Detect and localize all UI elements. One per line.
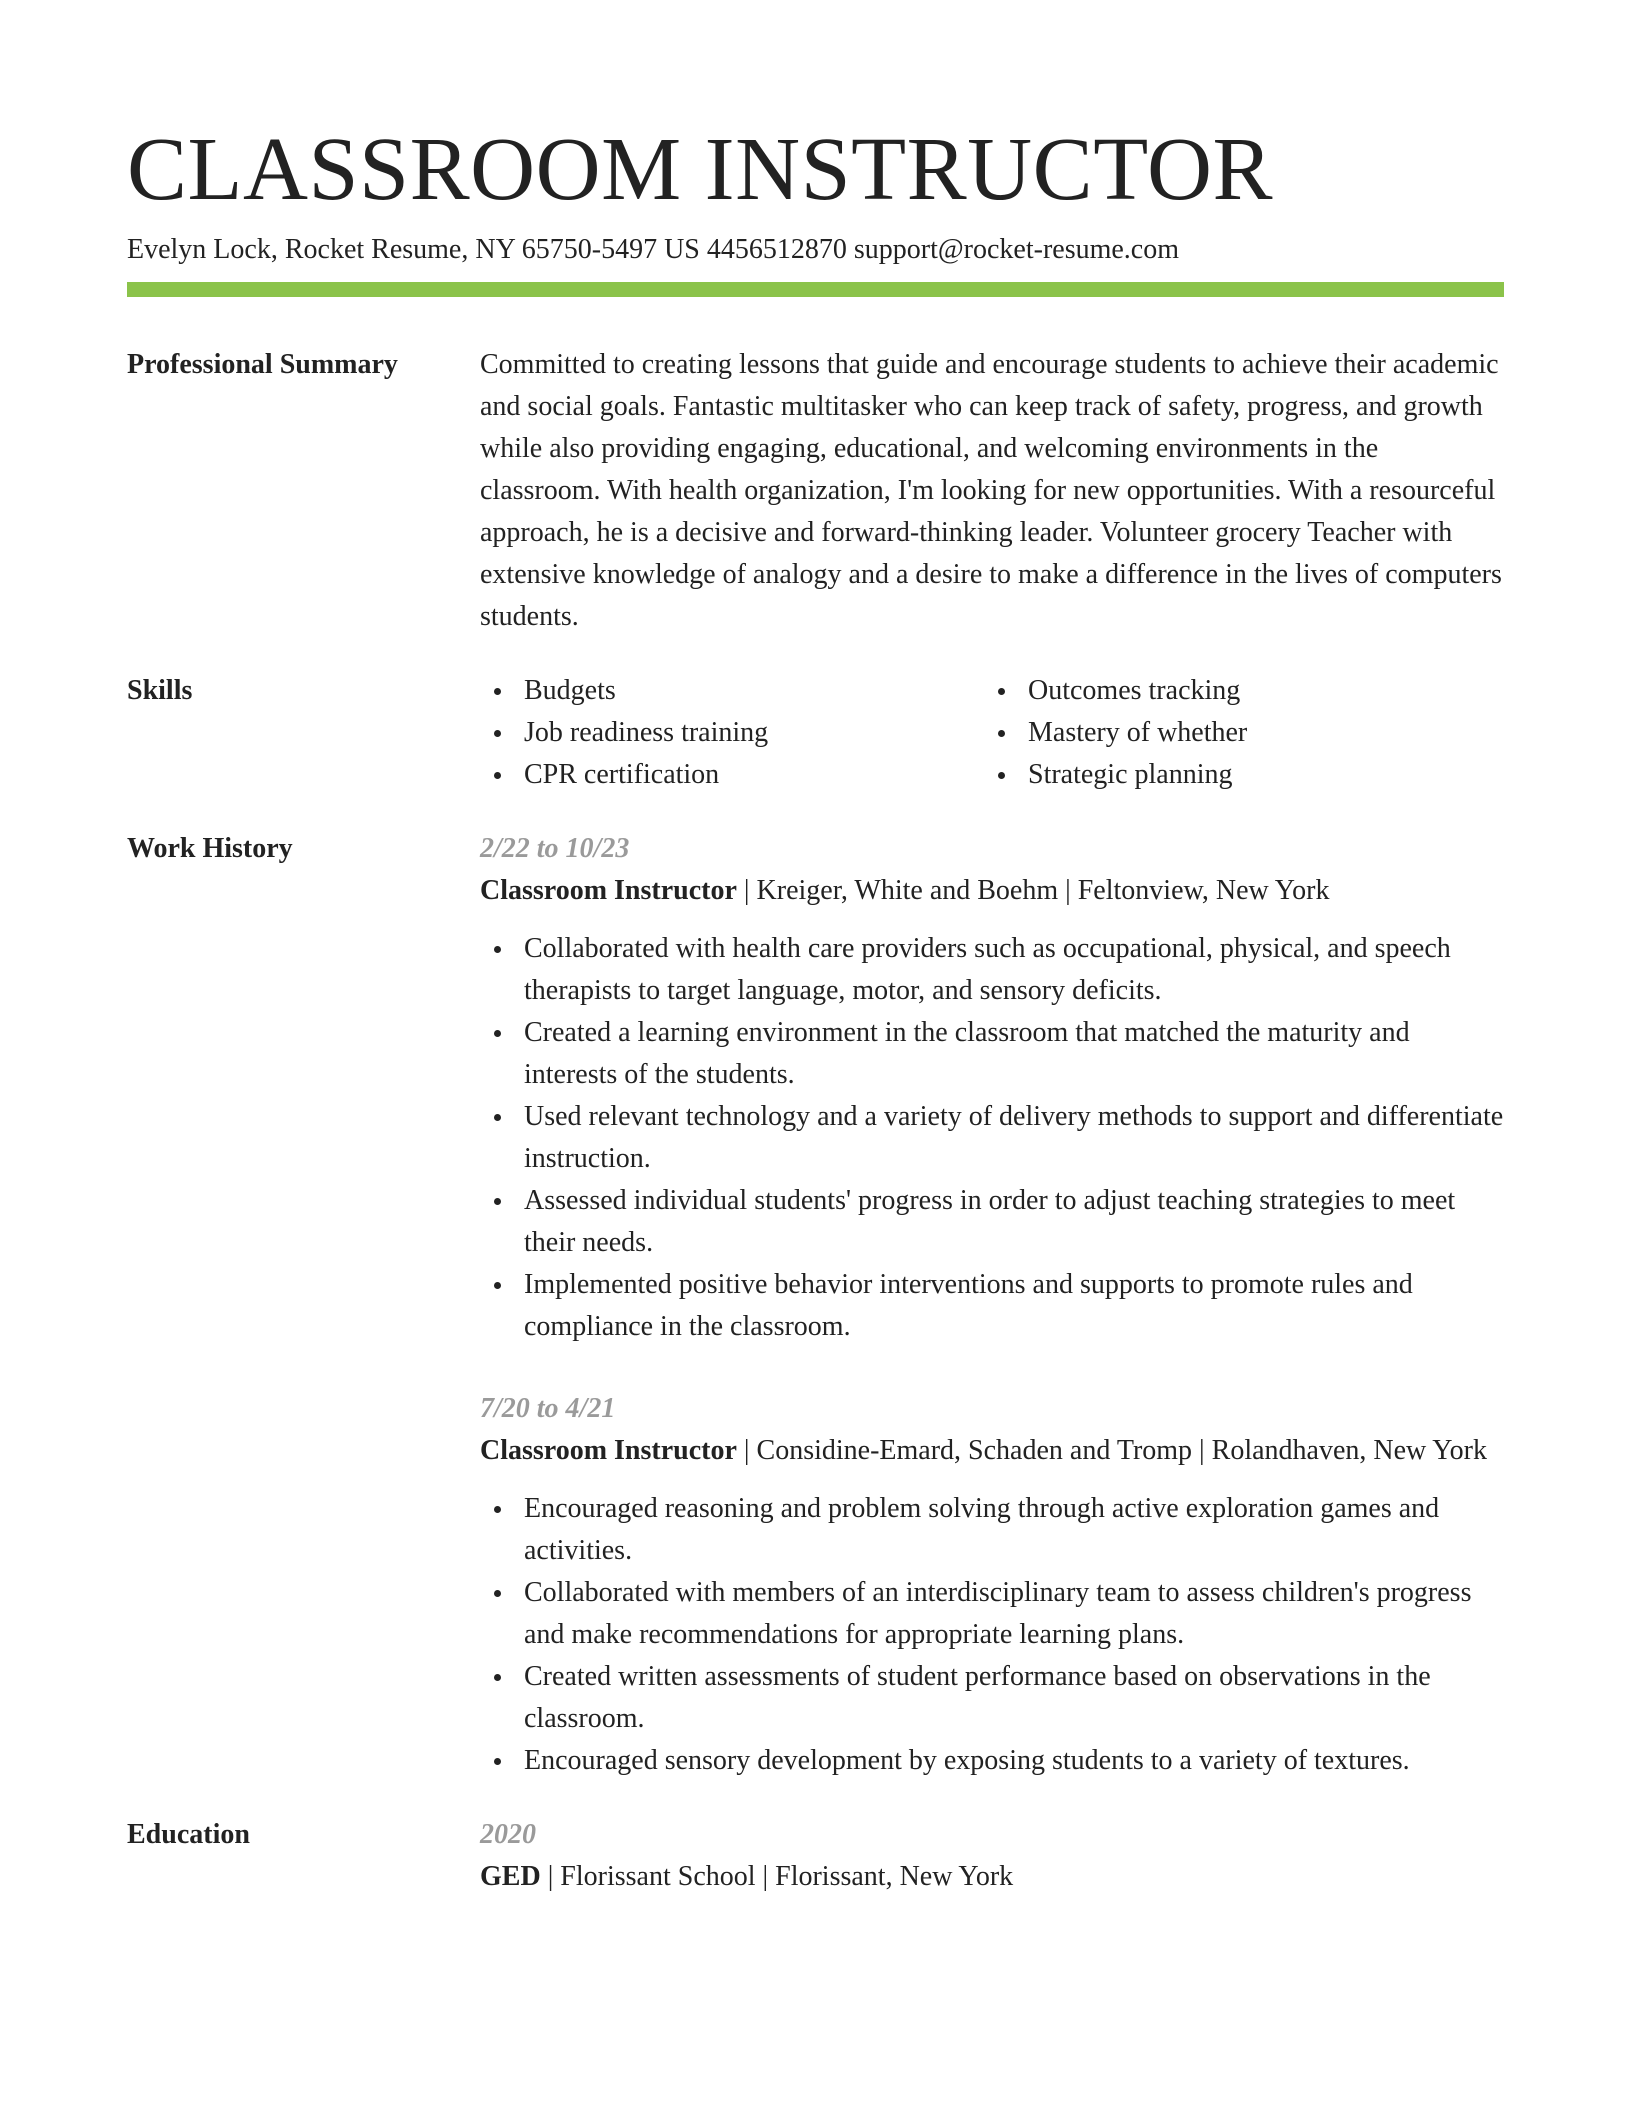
skills-column-right: [984, 670, 1488, 796]
responsibility-item: Encouraged sensory development by exposing students to a variety of textures.: [480, 1740, 1504, 1782]
work-history-entries: [480, 828, 1504, 1782]
contact-line: Evelyn Lock, Rocket Resume, NY 65750-5497 US 4456512870 support@rocket-resume.com: [127, 234, 1180, 265]
responsibility-item: Used relevant technology and a variety of delivery methods to support and differentiate instruction.: [480, 1096, 1504, 1180]
education-entry: [480, 1814, 1504, 1898]
job-role: Classroom Instructor: [480, 1435, 737, 1466]
job-responsibilities: [480, 1488, 1504, 1782]
work-history-heading: Work History: [127, 833, 293, 864]
responsibility-item: Collaborated with health care providers such as occupational, physical, and speech therapists to target language, motor, and sensory deficits.: [480, 928, 1504, 1012]
education-year: 2020: [480, 1819, 536, 1850]
skill-item: Strategic planning: [984, 754, 1488, 796]
resume-page: [127, 118, 1504, 1898]
job-entry: [480, 1388, 1504, 1782]
education-school-location: | Florissant School | Florissant, New York: [540, 1861, 1014, 1892]
education-degree: GED: [480, 1861, 541, 1892]
education-line: [480, 1856, 1504, 1898]
skill-item: Outcomes tracking: [984, 670, 1488, 712]
summary-text: Committed to creating lessons that guide and encourage students to achieve their academic and social goals. Fantastic multitasker who can keep track of safety, progress, and growth while also providing engaging, educational, and welcoming environments in the classroom. With health organization, I'm looking for new opportunities. With a resourceful approach, he is a decisive and forward-thinking leader. Volunteer grocery Teacher with extensive knowledge of analogy and a desire to make a difference in the lives of computers students.: [480, 349, 1502, 632]
summary-section: [127, 344, 1504, 638]
skills-section: [127, 670, 1504, 796]
skill-item: Mastery of whether: [984, 712, 1488, 754]
skill-item: CPR certification: [480, 754, 984, 796]
responsibility-item: Created a learning environment in the classroom that matched the maturity and interests of the students.: [480, 1012, 1504, 1096]
responsibility-item: Created written assessments of student performance based on observations in the classroom.: [480, 1656, 1504, 1740]
header-divider: [127, 282, 1504, 297]
skills-column-left: [480, 670, 984, 796]
skills-heading: Skills: [127, 675, 193, 706]
job-employer-location: | Considine-Emard, Schaden and Tromp | Rolandhaven, New York: [736, 1435, 1487, 1466]
job-responsibilities: [480, 928, 1504, 1348]
job-role: Classroom Instructor: [480, 875, 737, 906]
skill-item: Budgets: [480, 670, 984, 712]
job-employer-location: | Kreiger, White and Boehm | Feltonview, New York: [736, 875, 1330, 906]
job-entry: [480, 828, 1504, 1348]
job-dates: 2/22 to 10/23: [480, 833, 630, 864]
responsibility-item: Encouraged reasoning and problem solving through active exploration games and activities.: [480, 1488, 1504, 1572]
education-heading: Education: [127, 1819, 250, 1850]
responsibility-item: Implemented positive behavior interventions and supports to promote rules and compliance in the classroom.: [480, 1264, 1504, 1348]
responsibility-item: Assessed individual students' progress in order to adjust teaching strategies to meet their needs.: [480, 1180, 1504, 1264]
responsibility-item: Collaborated with members of an interdisciplinary team to assess children's progress and make recommendations for appropriate learning plans.: [480, 1572, 1504, 1656]
resume-title: CLASSROOM INSTRUCTOR: [127, 120, 1274, 219]
job-title-line: [480, 870, 1504, 912]
job-dates: 7/20 to 4/21: [480, 1393, 616, 1424]
summary-heading: Professional Summary: [127, 349, 398, 380]
work-history-section: [127, 828, 1504, 1782]
skills-list: [480, 670, 1504, 796]
education-section: [127, 1814, 1504, 1898]
skill-item: Job readiness training: [480, 712, 984, 754]
job-title-line: [480, 1430, 1504, 1472]
